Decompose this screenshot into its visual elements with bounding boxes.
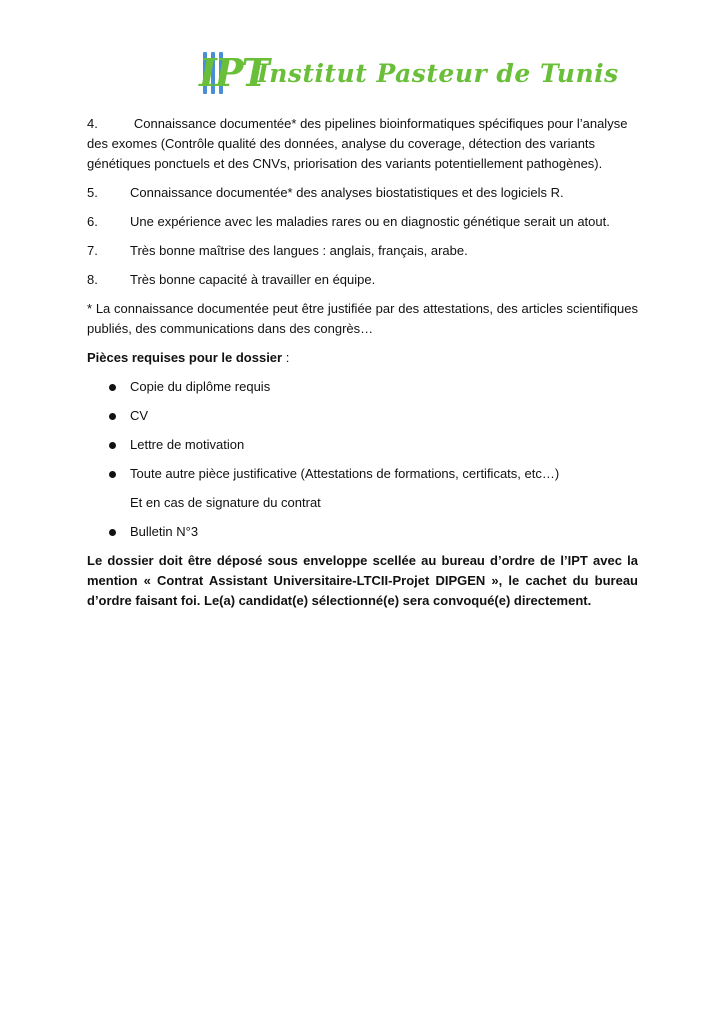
list-item-text: Bulletin N°3 — [130, 524, 199, 539]
required-heading-suffix: : — [282, 350, 290, 365]
closing-paragraph: Le dossier doit être déposé sous enveloppe scellée au bureau d’ordre de l’IPT avec la mention « Contrat Assistant Universitaire-LTCII-Projet DIPGEN », le cachet du bureau d’ordre faisant foi. Le(a) candidat(e) sélectionné(e) sera convoqué(e) directement. — [87, 553, 638, 608]
bullet-icon — [87, 406, 130, 426]
institute-header — [197, 46, 619, 100]
list-item-text: Toute autre pièce justificative (Attestations de formations, certificats, etc…) — [130, 466, 560, 481]
footnote: * La connaissance documentée peut être justifiée par des attestations, des articles scientifiques publiés, des communications dans des congrès… — [87, 301, 638, 336]
item-number: 8. — [87, 272, 98, 287]
item-7 — [87, 241, 638, 261]
item-text: Très bonne capacité à travailler en équipe. — [130, 272, 376, 287]
list-item-text: Copie du diplôme requis — [130, 379, 271, 394]
ipt-logo — [197, 46, 268, 100]
bullet-icon — [87, 522, 130, 542]
item-text: Connaissance documentée* des analyses biostatistiques et des logiciels R. — [130, 185, 564, 200]
item-number: 5. — [87, 185, 98, 200]
list-item-text: Lettre de motivation — [130, 437, 245, 452]
item-6 — [87, 212, 638, 232]
item-number: 7. — [87, 243, 98, 258]
list-item-text: CV — [130, 408, 149, 423]
institute-name: Institut Pasteur de Tunis — [257, 58, 619, 88]
item-number: 4. — [87, 116, 98, 131]
bullet-icon — [87, 435, 130, 455]
bullet-icon — [87, 464, 130, 484]
contract-note: Et en cas de signature du contrat — [130, 495, 321, 510]
item-5 — [87, 183, 638, 203]
logo-text: IPT — [199, 50, 268, 95]
list-item — [87, 406, 638, 426]
item-text: Connaissance documentée* des pipelines bioinformatiques spécifiques pour l’analyse des exomes (Contrôle qualité des données, analyse du coverage, détection des variants génétiques ponctuels et des CNVs, priorisation des variants potentiellement pathogènes). — [87, 116, 628, 171]
item-text: Très bonne maîtrise des langues : anglais, français, arabe. — [130, 243, 468, 258]
bullet-icon — [87, 377, 130, 397]
item-number: 6. — [87, 214, 98, 229]
list-item — [87, 522, 638, 542]
list-item — [87, 464, 638, 484]
required-heading-text: Pièces requises pour le dossier — [87, 350, 283, 365]
item-8 — [87, 270, 638, 290]
document-body — [87, 114, 638, 620]
required-list — [87, 377, 638, 542]
required-heading — [87, 348, 638, 368]
item-4 — [87, 114, 638, 174]
item-text: Une expérience avec les maladies rares ou en diagnostic génétique serait un atout. — [130, 214, 610, 229]
list-item — [87, 377, 638, 397]
list-item — [87, 435, 638, 455]
